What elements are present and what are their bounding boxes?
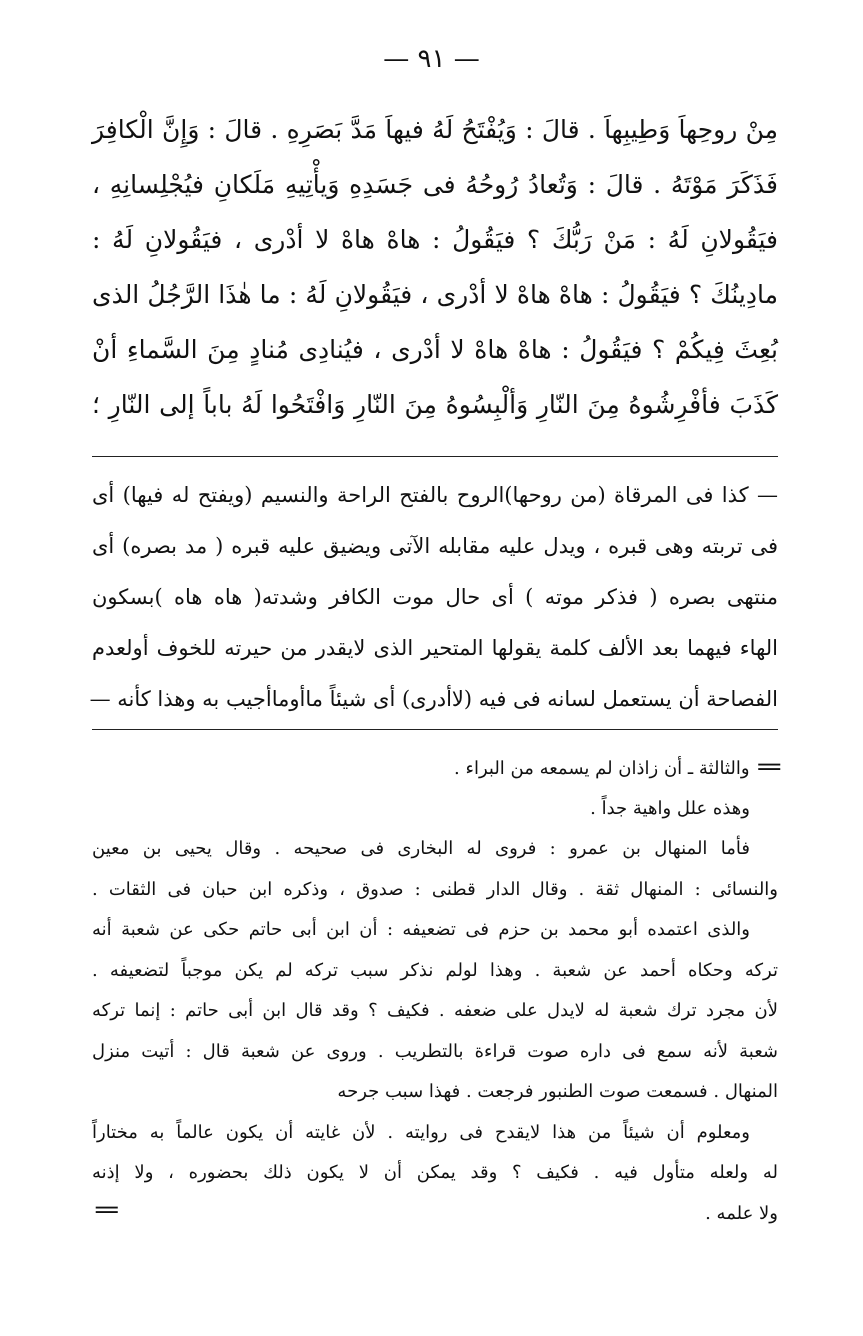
- commentary-line: والنسائى : المنهال ثقة . وقال الدار قطنى : صدوق ، وذكره ابن حبان فى الثقات .: [92, 878, 778, 900]
- commentary-block: [92, 748, 784, 1234]
- commentary-line: والذى اعتمده أبو محمد بن حزم فى تضعيفه : أن ابن أبى حاتم حكى عن شعبة أنه: [92, 919, 750, 940]
- section-divider: [92, 456, 778, 457]
- footnote-line: — كذا فى المرقاة (من روحها)الروح بالفتح الراحة والنسيم (ويفتح له فيها) أى: [92, 483, 778, 507]
- hadith-line: فيَقُولانِ لَهُ : مَنْ رَبُّكَ ؟ فيَقُولُ : هاهْ هاهْ لا أدْرى ، فيَقُولانِ لَهُ :: [92, 225, 778, 254]
- footnote-line: الفصاحة أن يستعمل لسانه فى فيه (لاأدرى) أى شيئاً ماأوماأجيب به وهذا كأنه —: [89, 687, 778, 711]
- commentary-line: لأن مجرد ترك شعبة له لايدل على ضعفه . فكيف ؟ وقد قال ابن أبى حاتم : إنما تركه: [92, 1000, 778, 1021]
- footnote-line: الهاء فيهما بعد الألف كلمة يقولها المتحير الذى لايقدر من حيرته للخوف أولعدم: [92, 636, 778, 660]
- commentary-line: شعبة لأنه سمع فى داره صوت قراءة بالتطريب . وروى عن شعبة قال : أتيت منزل: [92, 1040, 778, 1062]
- commentary-line: ولا علمه .: [705, 1202, 778, 1224]
- hadith-text-block: [92, 102, 778, 432]
- commentary-line: تركه وحكاه أحمد عن شعبة . وهذا لولم نذكر سبب تركه لم يكن موجباً لتضعيفه .: [92, 959, 778, 981]
- commentary-line: ومعلوم أن شيئاً من هذا لايقدح فى روايته . لأن غايته أن يكون عالماً به مختاراً: [92, 1121, 750, 1143]
- hadith-line: مادِينُكَ ؟ فيَقُولُ : هاهْ هاهْ لا أدْرى ، فيَقُولانِ لَهُ : ما هٰذَا الرَّجُلُ الذى: [92, 280, 778, 309]
- continuation-mark: =: [754, 755, 784, 780]
- commentary-line: وهذه علل واهية جداً .: [590, 797, 750, 819]
- hadith-line: كَذَبَ فأفْرِشُوهُ مِنَ النّارِ وَألْبِسُوهُ مِنَ النّارِ وَافْتَحُوا لَهُ باباً إلى النّارِ ؛: [92, 390, 778, 419]
- hadith-line: فَذَكَرَ مَوْتَهُ . قالَ : وَتُعادُ رُوحُهُ فى جَسَدِهِ وَيأْتِيهِ مَلَكانِ فيُجْلِسانِهِ ،: [92, 170, 778, 199]
- hadith-line: بُعِثَ فِيكُمْ ؟ فيَقُولُ : هاهْ هاهْ لا أدْرى ، فيُنادِى مُنادٍ مِنَ السَّماءِ أنْ: [92, 335, 778, 364]
- hadith-line: مِنْ روحِهاَ وَطِيبِهاَ . قالَ : وَيُفْتَحُ لَهُ فيهاَ مَدَّ بَصَرِهِ . قالَ : وَإِنَّ الْكافِرَ: [92, 115, 778, 144]
- section-divider: [92, 729, 778, 730]
- continuation-end-mark: =: [92, 1198, 122, 1223]
- commentary-line: [92, 748, 784, 789]
- footnote-line: فى تربته وهى قبره ، ويدل عليه مقابله الآتى ويضيق عليه قبره ( مد بصره) أى: [92, 534, 778, 558]
- commentary-line: فأما المنهال بن عمرو : فروى له البخارى فى صحيحه . وقال يحيى بن معين: [92, 838, 750, 859]
- page-number: — ٩١ —: [383, 44, 480, 74]
- commentary-line: المنهال . فسمعت صوت الطنبور فرجعت . فهذا سبب جرحه: [337, 1081, 778, 1102]
- footnote-block: [89, 470, 778, 725]
- commentary-line-text: والثالثة ـ أن زاذان لم يسمعه من البراء .: [454, 758, 750, 779]
- commentary-line: له ولعله متأول فيه . فكيف ؟ وقد يمكن أن لا يكون ذلك بحضوره ، ولا إذنه: [92, 1162, 778, 1183]
- footnote-line: منتهى بصره ( فذكر موته ) أى حال موت الكافر وشدته( هاه هاه )بسكون: [92, 585, 778, 609]
